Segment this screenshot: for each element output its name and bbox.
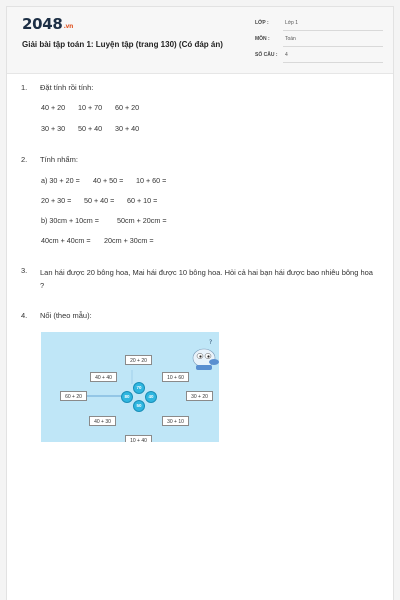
page-title: Giải bài tập toán 1: Luyện tập (trang 130) (Có đáp án) <box>22 40 223 49</box>
meta-class-value: Lớp 1 <box>283 18 383 31</box>
q1-item: 30 + 30 <box>41 124 66 133</box>
expression-box[interactable]: 30 + 20 <box>186 391 213 401</box>
expression-box[interactable]: 40 + 40 <box>90 372 117 382</box>
q1-item: 10 + 70 <box>78 103 103 112</box>
q2-item: a) 30 + 20 = <box>41 176 80 185</box>
matching-diagram <box>41 332 219 442</box>
question-4-text: Nối (theo mẫu): <box>40 311 92 320</box>
question-3-text: Lan hái được 20 bông hoa, Mai hái được 10 bông hoa. Hỏi cả hai bạn hái được bao nhiêu bông hoa ? <box>40 268 373 290</box>
expression-box[interactable]: 10 + 60 <box>162 372 189 382</box>
meta-count-label: SỐ CÂU : <box>255 52 278 58</box>
question-4-number: 4. <box>21 311 28 320</box>
q1-item: 40 + 20 <box>41 103 66 112</box>
q2-item: 50cm + 20cm = <box>117 216 167 225</box>
logo-text: 2048 <box>22 15 63 33</box>
expression-box[interactable]: 30 + 10 <box>162 416 189 426</box>
q2-item: 40 + 50 = <box>93 176 124 185</box>
question-2-text: Tính nhẩm: <box>40 155 78 164</box>
meta-subject-row <box>255 34 383 46</box>
expression-box[interactable]: 60 + 20 <box>60 391 87 401</box>
q2-item: 10 + 60 = <box>136 176 167 185</box>
meta-subject-label: MÔN : <box>255 36 270 42</box>
q1-item: 60 + 20 <box>115 103 140 112</box>
expression-box[interactable]: 10 + 40 <box>125 435 152 442</box>
q1-item: 30 + 40 <box>115 124 140 133</box>
q2-item: 40cm + 40cm = <box>41 236 91 245</box>
number-circle[interactable]: 40 <box>145 391 157 403</box>
svg-text:?: ? <box>209 339 213 346</box>
question-2-number: 2. <box>21 155 28 164</box>
q2-item: 50 + 40 = <box>84 196 115 205</box>
site-logo[interactable] <box>22 15 73 33</box>
logo-suffix: .vn <box>63 23 74 30</box>
meta-count-value: 4 <box>283 50 383 63</box>
meta-class-label: LỚP : <box>255 20 269 26</box>
worksheet-page <box>6 6 394 600</box>
mascot-illustration <box>193 339 219 370</box>
question-1-text: Đặt tính rồi tính: <box>40 83 94 92</box>
expression-box[interactable]: 20 + 20 <box>125 355 152 365</box>
diagram-lines <box>41 332 219 442</box>
number-circle[interactable]: 70 <box>133 382 145 394</box>
q1-item: 50 + 40 <box>78 124 103 133</box>
number-circle[interactable]: 80 <box>121 391 133 403</box>
question-1-number: 1. <box>21 83 28 92</box>
meta-subject-value: Toán <box>283 34 383 47</box>
question-3-number: 3. <box>21 266 28 275</box>
expression-box[interactable]: 40 + 30 <box>89 416 116 426</box>
worksheet-header <box>7 7 393 74</box>
q2-item: 60 + 10 = <box>127 196 158 205</box>
q2-item: 20cm + 30cm = <box>104 236 154 245</box>
q2-item: 20 + 30 = <box>41 196 72 205</box>
meta-count-row <box>255 50 383 62</box>
q2-item: b) 30cm + 10cm = <box>41 216 99 225</box>
number-circle[interactable]: 50 <box>133 400 145 412</box>
meta-class-row <box>255 18 383 30</box>
